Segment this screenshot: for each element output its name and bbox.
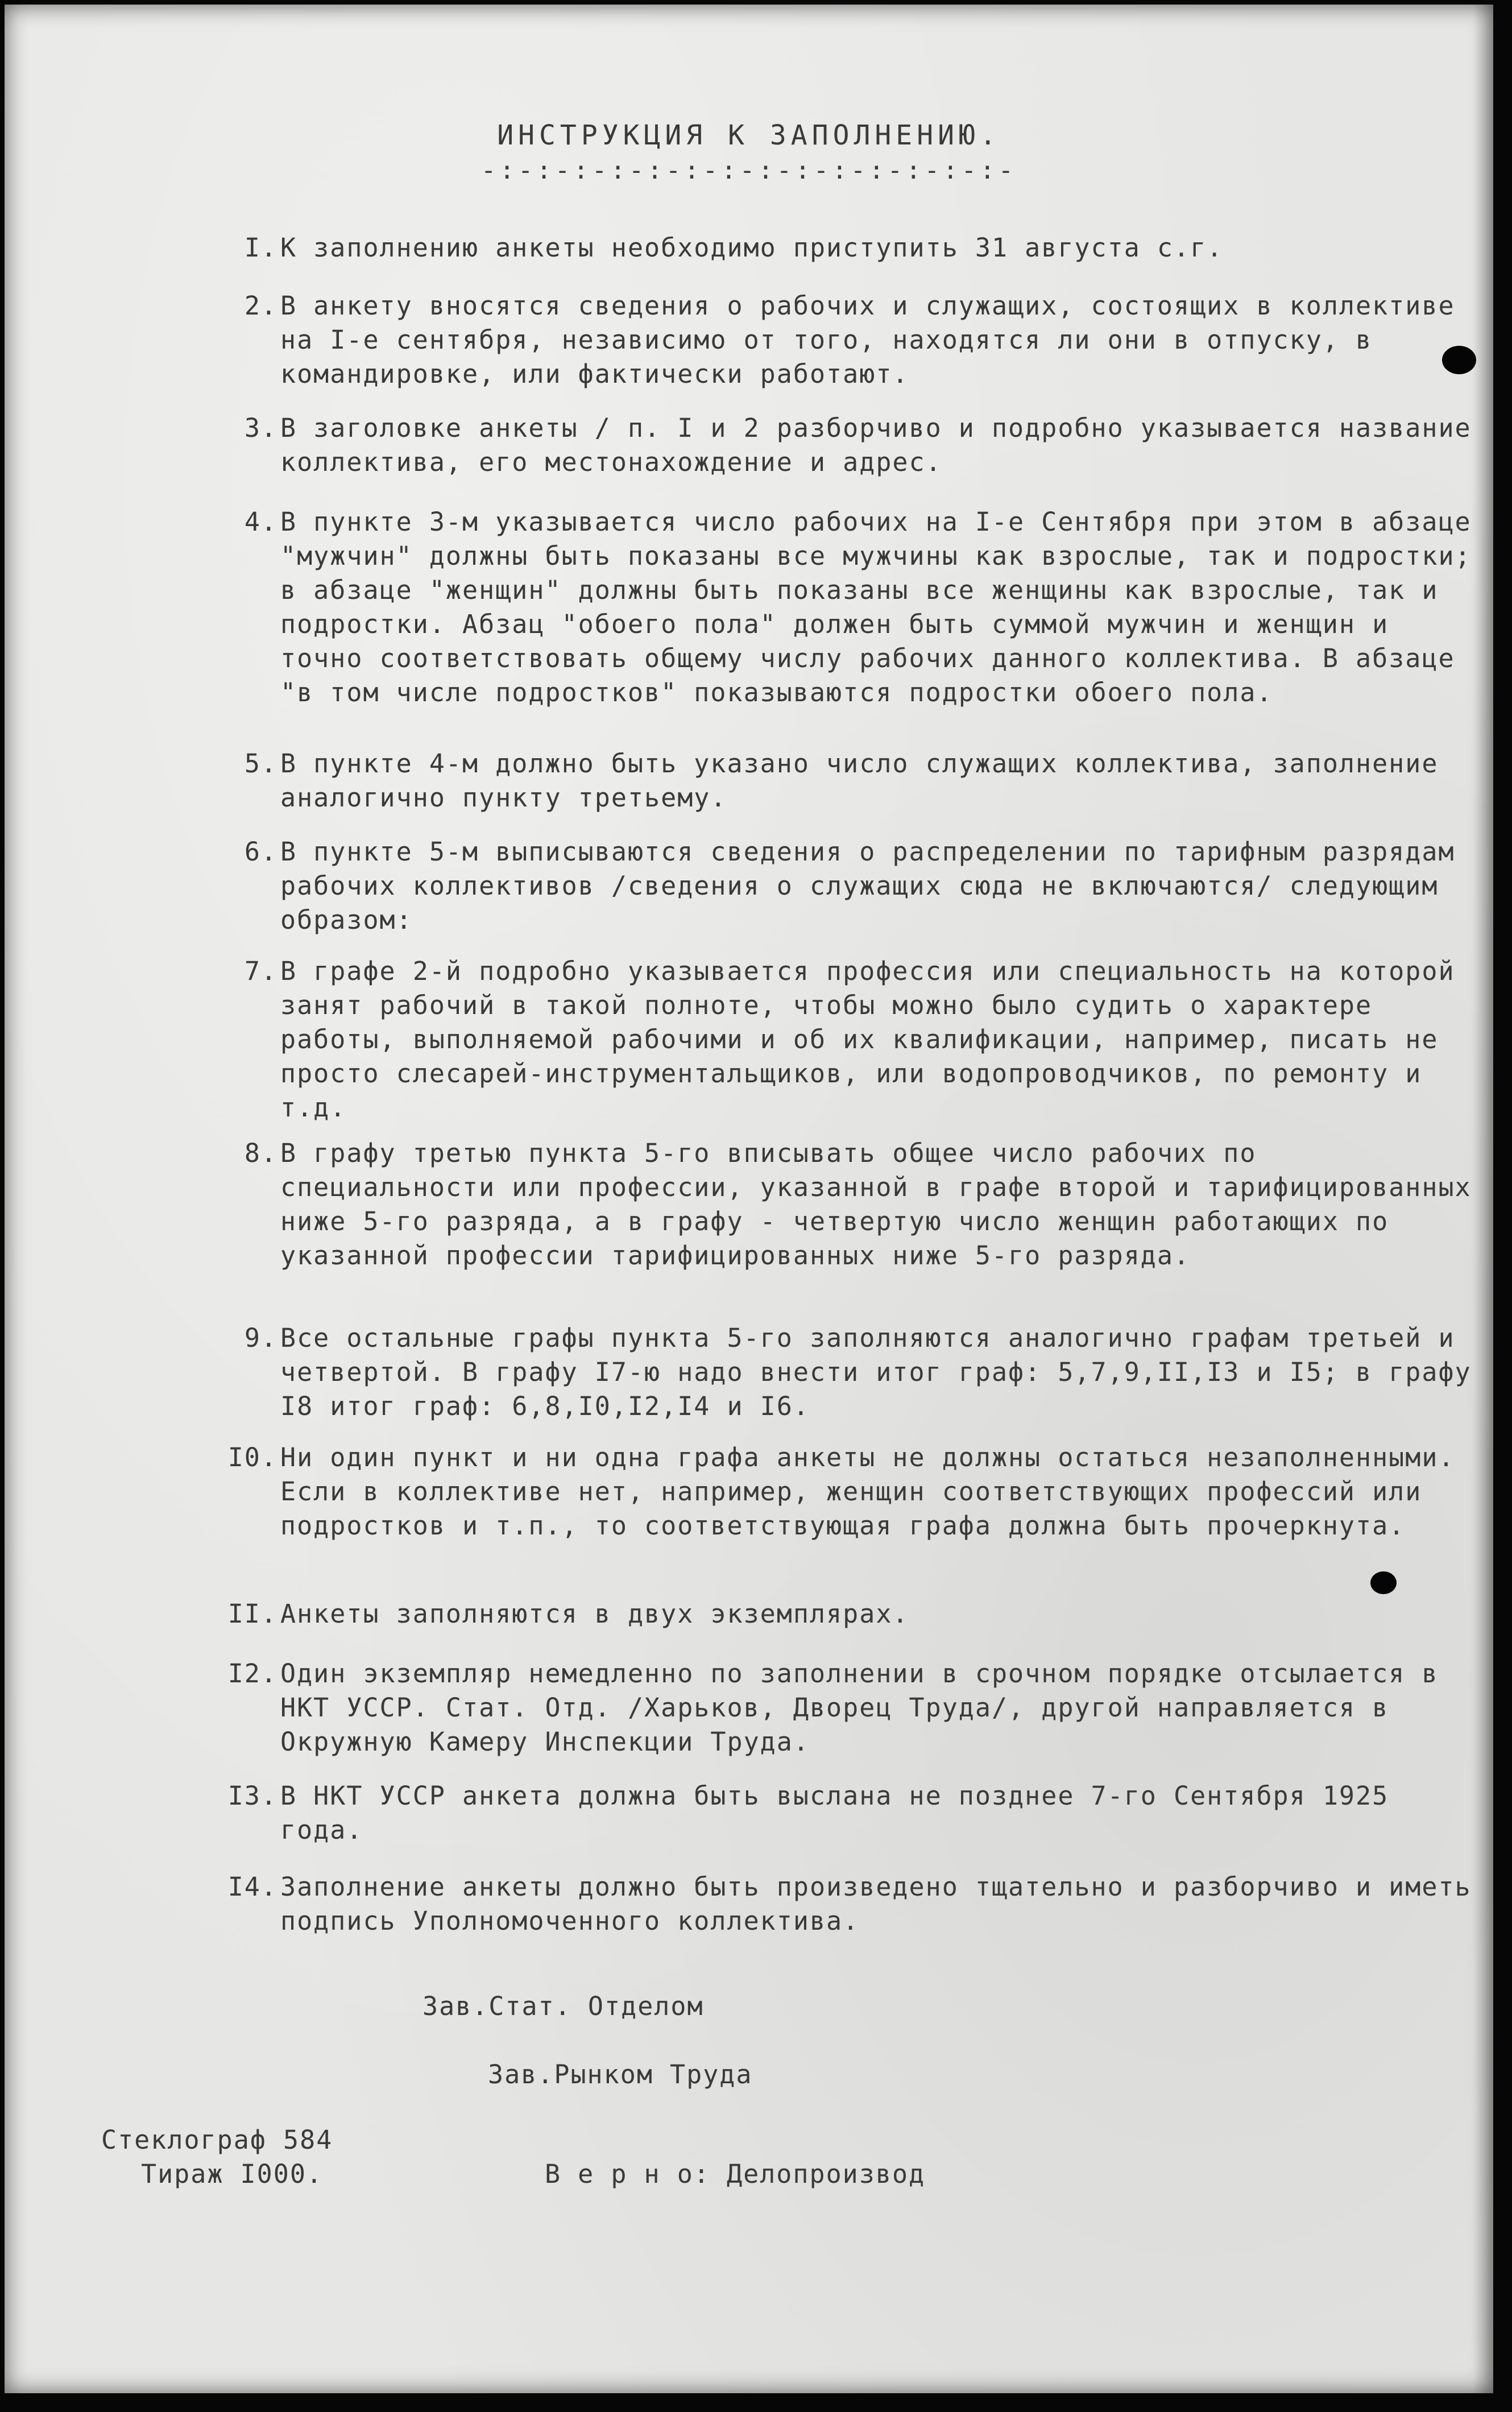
item-text: В заголовке анкеты / п. I и 2 разборчиво и подробно указывается название коллектива, его местонахождение и адрес. (280, 413, 1472, 477)
stat-department-head-signature: Зав.Стат. Отделом (422, 1991, 704, 2021)
item-number: 7. (244, 956, 277, 986)
item-number: I0. (227, 1442, 277, 1472)
item-number: 8. (244, 1138, 277, 1168)
item-number: I2. (227, 1658, 277, 1689)
item-text: В графе 2-й подробно указывается профессия или специальность на которой занят рабочий в такой полноте, чтобы можно было судить о характере работы, выполняемой рабочими и об их квалификации, например, писать не просто слесарей-инструментальщиков, или водопроводчиков, по ремонту и т.д. (280, 956, 1455, 1123)
item-number: I3. (227, 1781, 277, 1811)
item-number: 9. (244, 1323, 277, 1353)
item-text: Анкеты заполняются в двух экземплярах. (280, 1599, 909, 1629)
item-number: 4. (244, 507, 277, 537)
title-underline: -:-:-:-:-:-:-:-:-:-:-:-:-:-:- (480, 156, 1017, 185)
item-text: В пункте 5-м выписываются сведения о распределении по тарифным разрядам рабочих коллективов /сведения о служащих сюда не включаются/ следующим образом: (280, 837, 1455, 935)
item-number: II. (227, 1599, 277, 1629)
verified-signature: В е р н о: Делопроизвод (545, 2159, 926, 2189)
printer-mark: Стеклограф 584 (101, 2125, 333, 2155)
item-text: В пункте 4-м должно быть указано число служащих коллектива, заполнение аналогично пункту третьему. (280, 748, 1439, 813)
item-number: 6. (244, 837, 277, 867)
item-text: В анкету вносятся сведения о рабочих и служащих, состоящих в коллективе на I-е сентября, независимо от того, находятся ли они в отпуску, в командировке, или фактически работают. (280, 291, 1455, 389)
item-number: 5. (244, 748, 277, 779)
item-text: В пункте 3-м указывается число рабочих на I-е Сентября при этом в абзаце "мужчин" должны быть показаны все мужчины как взрослые, так и подростки; в абзаце "женщин" должны быть показаны все женщины как взрослые, так и подростки. Абзац "обоего пола" должен быть суммой мужчин и женщин и точно соответствовать общему числу рабочих данного коллектива. В абзаце "в том числе подростков" показываются подростки обоего пола. (280, 507, 1472, 708)
item-text: Все остальные графы пункта 5-го заполняются аналогично графам третьей и четвертой. В графу I7-ю надо внести итог граф: 5,7,9,II,I3 и I5; в графу I8 итог граф: 6,8,I0,I2,I4 и I6. (280, 1323, 1472, 1421)
document-sheet (5, 5, 1493, 2393)
item-text: Ни один пункт и ни одна графа анкеты не должны остаться незаполненными. Если в коллективе нет, например, женщин соответствующих профессий или подростков и т.п., то соответствующая графа должна быть прочеркнута. (280, 1442, 1455, 1541)
paper-hole (1370, 1571, 1397, 1594)
item-text: К заполнению анкеты необходимо приступить 31 августа с.г. (280, 233, 1224, 263)
labor-market-head-signature: Зав.Рынком Труда (488, 2059, 753, 2090)
item-text: В графу третью пункта 5-го вписывать общее число рабочих по специальности или профессии, указанной в графе второй и тарифицированных ниже 5-го разряда, а в графу - четвертую число женщин работающих по указанной профессии тарифицированных ниже 5-го разряда. (280, 1138, 1472, 1271)
item-text: Один экземпляр немедленно по заполнении в срочном порядке отсылается в НКТ УССР. Стат. Отд. /Харьков, Дворец Труда/, другой направляется в Окружную Камеру Инспекции Труда. (280, 1658, 1439, 1757)
item-number: I4. (227, 1872, 277, 1902)
document-title: ИНСТРУКЦИЯ К ЗАПОЛНЕНИЮ. (497, 119, 1001, 151)
item-text: В НКТ УССР анкета должна быть выслана не позднее 7-го Сентября 1925 года. (280, 1781, 1389, 1845)
item-number: I. (244, 233, 277, 263)
print-run: Тираж I000. (141, 2159, 324, 2189)
item-number: 2. (244, 291, 277, 321)
item-text: Заполнение анкеты должно быть произведено тщательно и разборчиво и иметь подпись Уполномоченного коллектива. (280, 1872, 1472, 1936)
item-number: 3. (244, 413, 277, 443)
